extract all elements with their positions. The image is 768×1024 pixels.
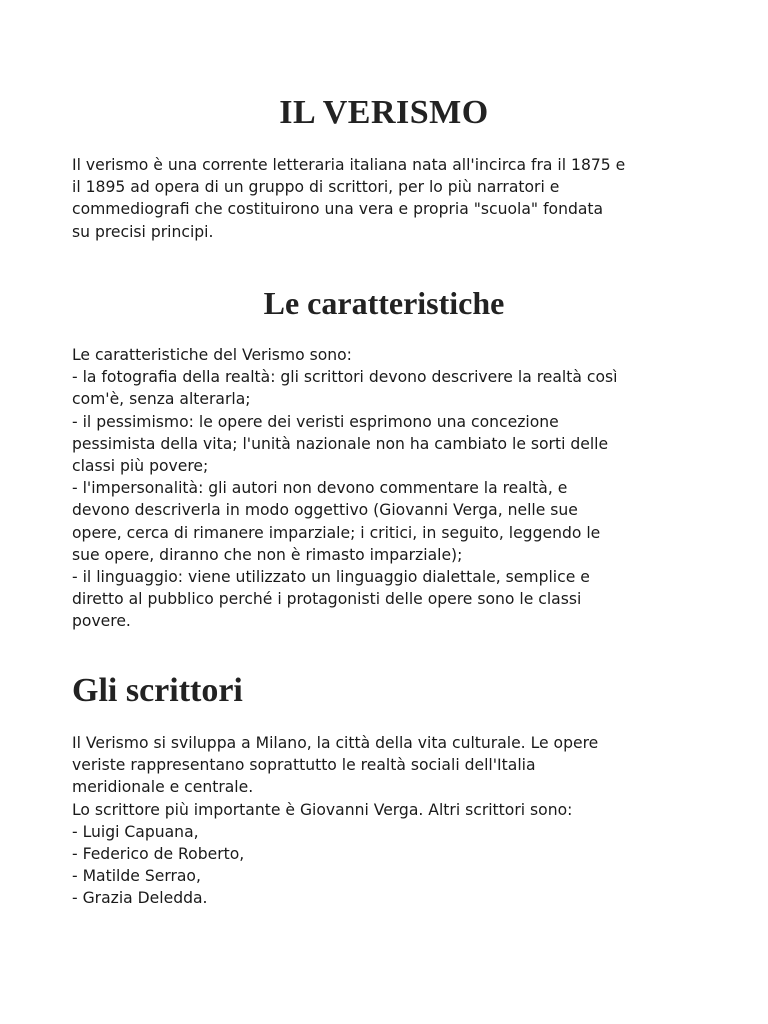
caratteristiche-paragraph bbox=[72, 344, 692, 633]
text-line: meridionale e centrale. bbox=[72, 778, 254, 797]
section-heading-scrittori: Gli scrittori bbox=[72, 672, 243, 709]
text-line: il 1895 ad opera di un gruppo di scrittori, per lo più narratori e bbox=[72, 178, 560, 197]
text-line: veriste rappresentano soprattutto le realtà sociali dell'Italia bbox=[72, 756, 536, 775]
section-heading-caratteristiche: Le caratteristiche bbox=[263, 285, 505, 321]
text-line: Lo scrittore più importante è Giovanni Verga. Altri scrittori sono: bbox=[72, 800, 573, 819]
text-line: - il pessimismo: le opere dei veristi esprimono una concezione bbox=[72, 412, 559, 431]
scrittori-paragraph bbox=[72, 732, 692, 910]
text-line: pessimista della vita; l'unità nazionale non ha cambiato le sorti delle bbox=[72, 434, 609, 453]
text-line: su precisi principi. bbox=[72, 222, 214, 241]
text-line: sue opere, diranno che non è rimasto imparziale); bbox=[72, 545, 463, 564]
text-line: diretto al pubblico perché i protagonisti delle opere sono le classi bbox=[72, 590, 582, 609]
text-line: devono descriverla in modo oggettivo (Giovanni Verga, nelle sue bbox=[72, 501, 578, 520]
list-item: - Grazia Deledda. bbox=[72, 889, 208, 908]
text-line: - la fotografia della realtà: gli scrittori devono descrivere la realtà così bbox=[72, 368, 618, 387]
text-line: opere, cerca di rimanere imparziale; i critici, in seguito, leggendo le bbox=[72, 523, 601, 542]
text-line: commediografi che costituirono una vera e propria "scuola" fondata bbox=[72, 200, 604, 219]
text-line: - l'impersonalità: gli autori non devono commentare la realtà, e bbox=[72, 479, 568, 498]
document-title: IL VERISMO bbox=[279, 94, 489, 131]
text-line: Il Verismo si sviluppa a Milano, la città della vita culturale. Le opere bbox=[72, 734, 599, 752]
text-line: Il verismo è una corrente letteraria italiana nata all'incirca fra il 1875 e bbox=[72, 156, 626, 174]
text-line: - il linguaggio: viene utilizzato un linguaggio dialettale, semplice e bbox=[72, 568, 590, 587]
text-line: classi più povere; bbox=[72, 457, 209, 476]
list-item: - Federico de Roberto, bbox=[72, 845, 245, 864]
list-item: - Luigi Capuana, bbox=[72, 822, 199, 841]
list-item: - Matilde Serrao, bbox=[72, 867, 201, 886]
text-line: com'è, senza alterarla; bbox=[72, 390, 251, 409]
text-line: Le caratteristiche del Verismo sono: bbox=[72, 346, 352, 364]
text-line: povere. bbox=[72, 612, 131, 631]
intro-paragraph bbox=[72, 154, 692, 243]
